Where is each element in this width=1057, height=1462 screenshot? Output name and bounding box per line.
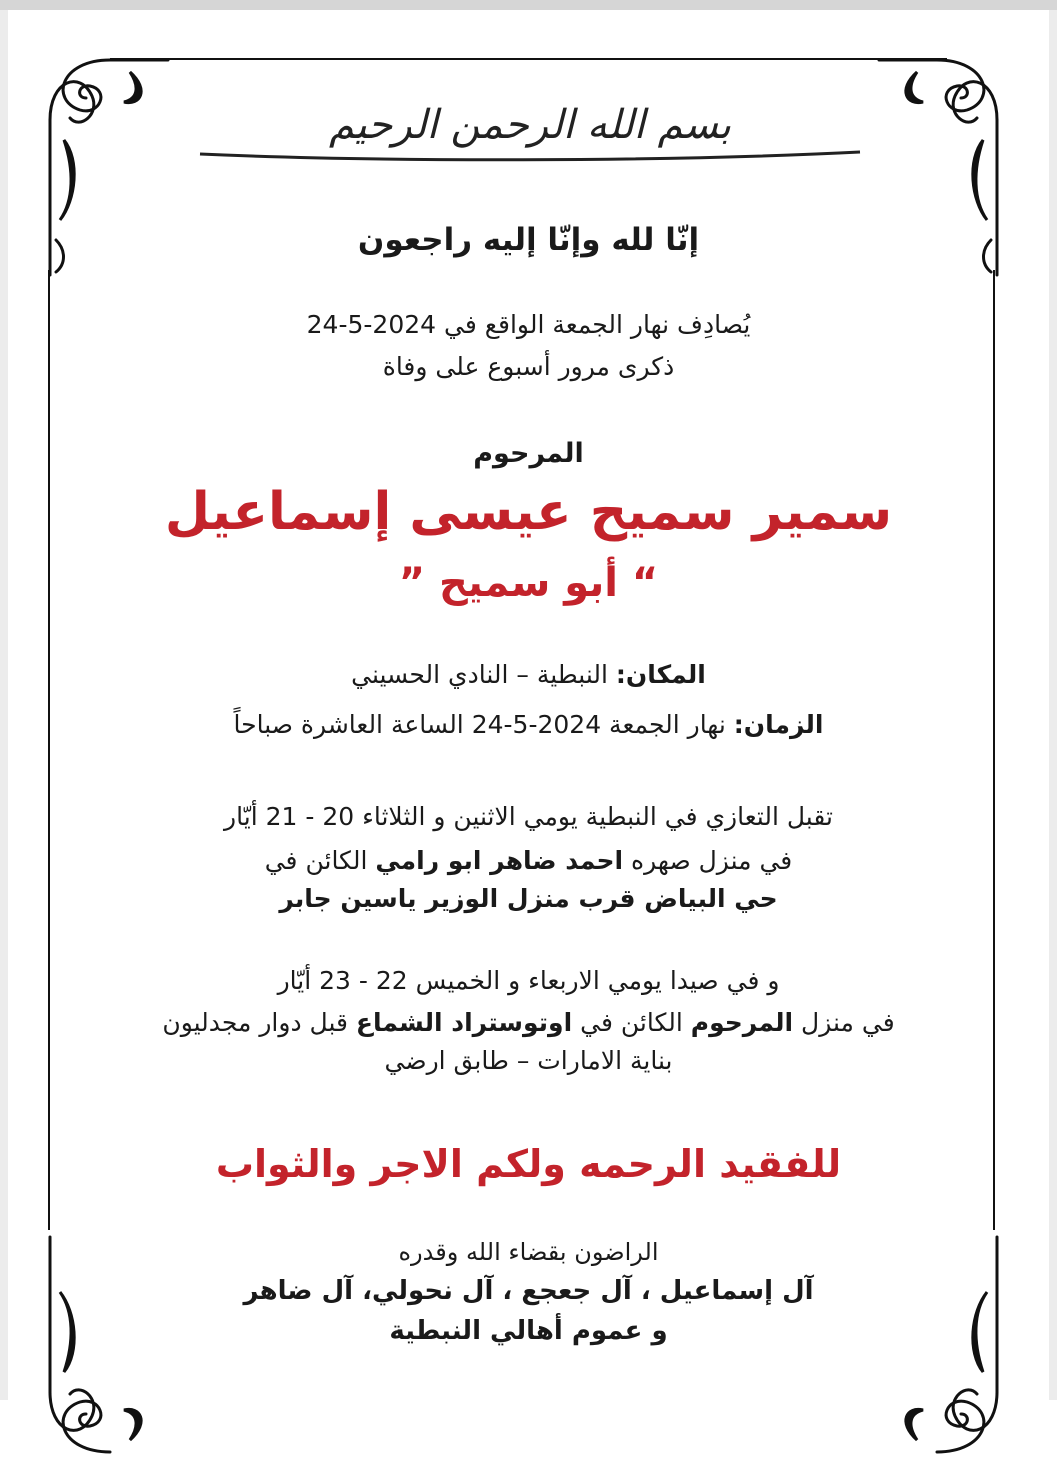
closing-families: آل إسماعيل ، آل جعجع ، آل نحولي، آل ضاهر: [243, 1276, 814, 1306]
corner-ornament-icon: [40, 1232, 170, 1462]
frame-left-line: [48, 270, 50, 1230]
deceased-nickname: “ أبو سميح ”: [398, 560, 659, 606]
house2-part-b: المرحوم: [690, 1008, 794, 1037]
condolences-nabatieh-address: حي البياض قرب منزل الوزير ياسين جابر: [279, 884, 778, 913]
page-left-edge: [0, 10, 8, 1400]
place-value: النبطية – النادي الحسيني: [351, 660, 616, 689]
frame-top-line: [110, 58, 947, 60]
house2-part-a: في منزل: [793, 1008, 895, 1037]
corner-ornament-icon: [877, 1232, 1007, 1462]
memorial-line: ذكرى مرور أسبوع على وفاة: [382, 352, 675, 381]
condolences-saida-days: و في صيدا يومي الاربعاء و الخميس 22 - 23 أيّار: [277, 966, 780, 995]
place-line: [0, 660, 1057, 689]
condolences-saida-house: [0, 1008, 1057, 1037]
closing-radoun: الراضون بقضاء الله وقدره: [398, 1238, 659, 1266]
time-value: نهار الجمعة 2024-5-24 الساعة العاشرة صباحاً: [233, 710, 734, 739]
basmala-text: بسم الله الرحمن الرحيم: [328, 102, 732, 148]
place-label: المكان:: [615, 660, 706, 689]
house1-host-name: احمد ضاهر ابو رامي: [375, 846, 624, 875]
time-line: [0, 710, 1057, 739]
house2-part-c: الكائن في: [572, 1008, 691, 1037]
quran-verse: إنّا لله وإنّا إليه راجعون: [357, 222, 700, 258]
frame-right-line: [993, 270, 995, 1230]
deceased-name: سمير سميح عيسى إسماعيل: [164, 482, 893, 542]
page-right-edge: [1049, 10, 1057, 1400]
condolences-saida-building: بناية الامارات – طابق ارضي: [384, 1046, 673, 1075]
deceased-title: المرحوم: [473, 438, 584, 469]
house1-suffix: الكائن في: [264, 846, 376, 875]
closing-prayer: للفقيد الرحمه ولكم الاجر والثواب: [215, 1142, 842, 1186]
date-line: يُصادِف نهار الجمعة الواقع في 2024-5-24: [306, 310, 751, 339]
house2-part-e: قبل دوار مجدليون: [162, 1008, 356, 1037]
condolences-nabatieh-days: تقبل التعازي في النبطية يومي الاثنين و الثلاثاء 20 - 21 أيّار: [224, 802, 833, 831]
page-top-edge: [0, 0, 1057, 10]
house1-prefix: في منزل صهره: [623, 846, 793, 875]
basmala-calligraphy: [180, 92, 880, 172]
time-label: الزمان:: [733, 710, 824, 739]
closing-umum: و عموم أهالي النبطية: [389, 1316, 668, 1346]
house2-part-d: اوتوستراد الشماع: [355, 1008, 573, 1037]
condolences-nabatieh-house: [0, 846, 1057, 875]
